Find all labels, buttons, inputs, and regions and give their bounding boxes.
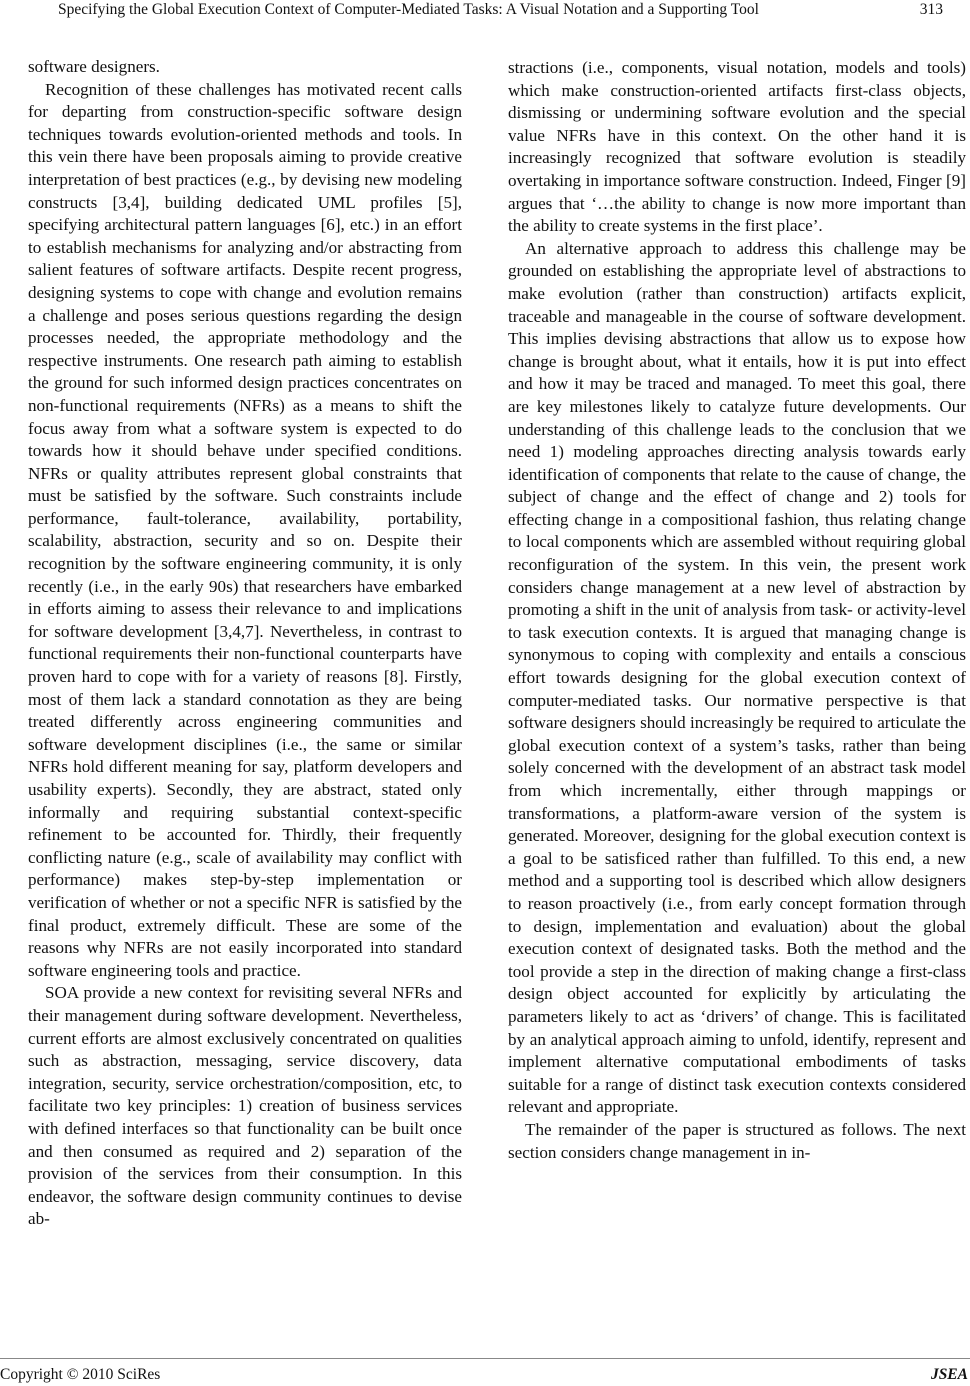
page-footer (0, 1358, 970, 1383)
paragraph-continuation: software designers. (28, 57, 160, 76)
right-column (508, 57, 966, 1164)
paragraph-paper-structure: The remainder of the paper is structured as follows. The next section considers change management in in- (508, 1119, 966, 1162)
copyright-notice: Copyright © 2010 SciRes (0, 1366, 161, 1383)
page-header (0, 0, 970, 26)
paragraph-alternative-approach: An alternative approach to address this challenge may be grounded on establishing the appropriate level of abstractions to make evolution (rather than construction) artifacts explicit, traceable and manageable in the course of software development. This implies devising abstractions that allow us to expose how change is brought about, what it entails, how it is put into effect and how it may be traced and managed. To meet this goal, there are key milestones likely to catalyze future developments. Our understanding of this challenge leads to the conclusion that we need 1) modeling approaches directing analysis towards early identification of components that relate to the cause of change, the subject of change and the effect of change and 2) tools for effecting change in a compositional fashion, thus relating change to local components which are assembled without requiring global reconfiguration of the system. In this vein, the present work considers change management at a new level of abstraction by promoting a shift in the unit of analysis from task- or activity-level to task execution contexts. It is argued that managing change is synonymous to coping with complexity and entails a conscious effort towards designing for the global execution context of computer-mediated tasks. Our normative perspective is that software designers should increasingly be required to articulate the global execution context of a system’s tasks, rather than being solely concerned with the development of an abstract task model from which incrementally, either through mappings or transformations, a platform-aware version of the system is generated. Moreover, designing for the global execution context is a goal to be satisficed rather than fulfilled. To this end, a new method and a supporting tool is described which allow designers to reason proactively (i.e., from early concept formation through to design, implementation and evaluation) about the global execution context of designated tasks. Both the method and the tool provide a step in the direction of making change a first-class design object accounted for explicitly by articulating the parameters likely to act as ‘drivers’ of change. This is facilitated by an analytical approach aiming to unfold, identify, represent and implement alternative computational embodiments of tasks suitable for a range of distinct task execution contexts considered relevant and appropriate. (508, 238, 966, 1117)
paragraph-abstractions: stractions (i.e., components, visual notation, models and tools) which make construction-oriented artifacts first-class objects, dismissing or undermining software evolution and the special value NFRs have in this context. On the other hand it is increasingly recognized that software evolution is steadily overtaking in importance software construction. Indeed, Finger [9] argues that ‘…the ability to change is now more important than the ability to create systems in the first place’. (508, 58, 966, 236)
left-column (28, 56, 462, 1231)
running-title: Specifying the Global Execution Context of Computer-Mediated Tasks: A Visual Notation and a Supporting Tool (58, 1, 759, 18)
journal-abbreviation: JSEA (930, 1366, 968, 1383)
paragraph-soa-context: SOA provide a new context for revisiting several NFRs and their management during software development. Nevertheless, current efforts are almost exclusively concentrated on qualities such as abstraction, messaging, service discovery, data integration, security, service orchestration/composition, etc, to facilitate two key principles: 1) creation of business services with defined interfaces so that functionality can be built once and then consumed as required and 2) separation of the provision of the services from their consumption. In this endeavor, the software design community continues to devise ab- (28, 983, 462, 1229)
page-number: 313 (919, 1, 943, 18)
paragraph-nfr-background: Recognition of these challenges has motivated recent calls for departing from construction-specific software design techniques towards evolution-oriented methods and tools. In this vein there have been proposals aiming to provide creative interpretation of best practices (e.g., by devising new modeling constructs [3,4], building dedicated UML profiles [5], specifying architectural pattern languages [6], etc.) in an effort to establish mechanisms for analyzing and/or abstracting from salient features of software artifacts. Despite recent progress, designing systems to cope with change and evolution remains a challenge and poses serious questions regarding the design processes needed, the appropriate methodology and the respective instruments. One research path aiming to establish the ground for such informed design practices concentrates on non-functional requirements (NFRs) as a means to shift the focus away from what a software system is expected to do towards how it should behave under specified conditions. NFRs or quality attributes represent global constraints that must be satisfied by the software. Such constraints include performance, fault-tolerance, availability, portability, scalability, abstraction, security and so on. Despite their recognition by the software engineering community, it is only recently (i.e., in the early 90s) that researchers have embarked in efforts aiming to assess their relevance to and implications for software development [3,4,7]. Nevertheless, in contrast to functional requirements their non-functional counterparts have proven hard to cope with for a variety of reasons [8]. Firstly, most of them lack a standard connotation as they are being treated differently across engineering communities and software development disciplines (i.e., the same or similar NFRs hold different meaning for say, platform developers and usability experts). Secondly, they are abstract, stated only informally and requiring substantial context-specific refinement to be accounted for. Thirdly, their frequently conflicting nature (e.g., scale of availability may conflict with performance) makes step-by-step implementation or verification of whether or not a specific NFR is satisfied by the final product, extremely difficult. These are some of the reasons why NFRs are not easily incorporated into standard software engineering tools and practice. (28, 79, 462, 980)
